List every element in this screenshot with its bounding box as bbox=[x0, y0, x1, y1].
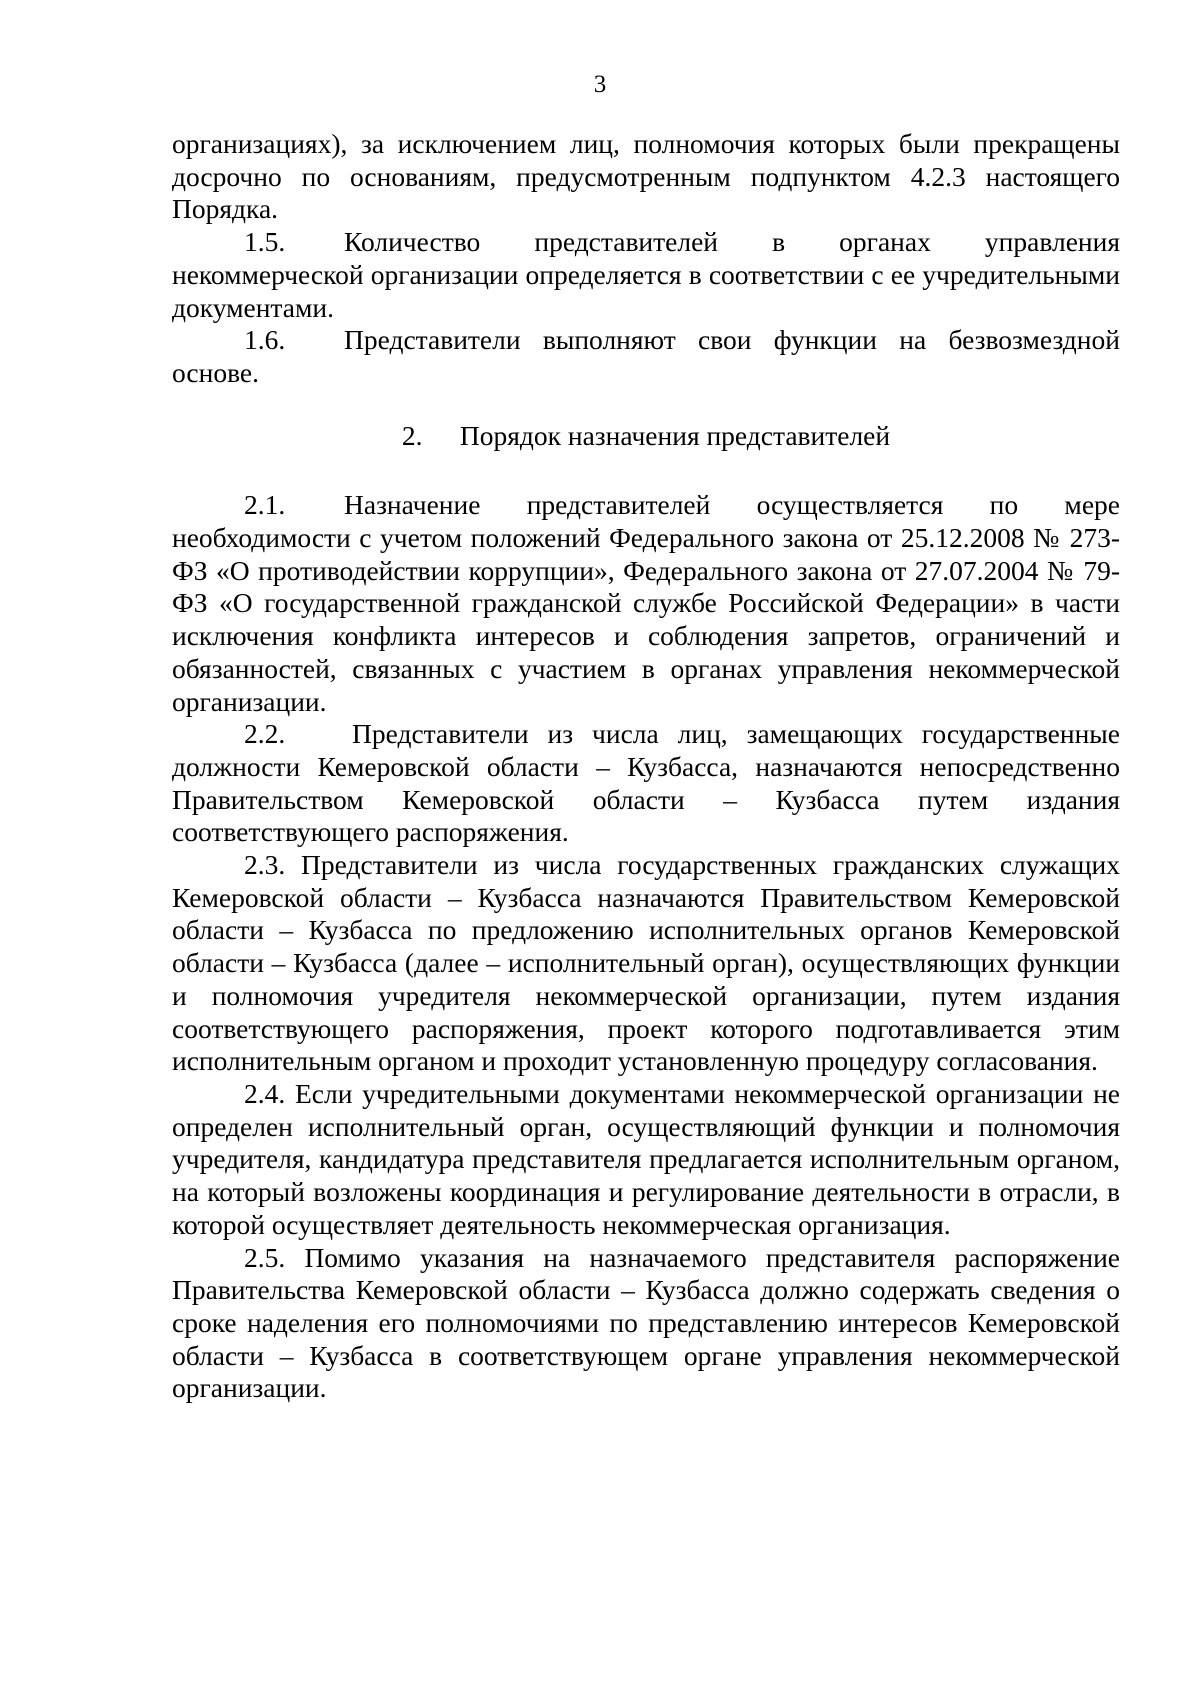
section-title: Порядок назначения представителей bbox=[459, 419, 891, 451]
paragraph-text: Представители из числа лиц, замещающих государственные должности Кемеровской области – Кузбасса, назначаются непосредственно Правительством Кемеровской области – Кузбасса путем издания соответствующего распоряжения. bbox=[172, 718, 1120, 848]
paragraph-1-5 bbox=[172, 226, 1120, 324]
paragraph-number: 2.2. bbox=[244, 718, 286, 750]
section-heading bbox=[172, 420, 1120, 453]
section-number: 2. bbox=[401, 419, 423, 451]
paragraph-1-6 bbox=[172, 324, 1120, 389]
paragraph-number: 1.6. bbox=[244, 324, 286, 356]
paragraph-2-1 bbox=[172, 489, 1120, 718]
paragraph-2-3: 2.3. Представители из числа государственных гражданских служащих Кемеровской области – Кузбасса назначаются Правительством Кемеровской области – Кузбасса по предложению исполнительных органов Кемеровской области – Кузбасса (далее – исполнительный орган), осуществляющих функции и полномочия учредителя некоммерческой организации, путем издания соответствующего распоряжения, проект которого подготавливается этим исполнительным органом и проходит установленную процедуру согласования. bbox=[172, 849, 1120, 1077]
document-body bbox=[172, 128, 1120, 1405]
paragraph-text: Назначение представителей осуществляется по мере необходимости с учетом положений Федерального закона от 25.12.2008 № 273-ФЗ «О противодействии коррупции», Федерального закона от 27.07.2004 № 79-ФЗ «О государственной гражданской службе Российской Федерации» в части исключения конфликта интересов и соблюдения запретов, ограничений и обязанностей, связанных с участием в органах управления некоммерческой организации. bbox=[172, 489, 1120, 717]
paragraph-number: 1.5. bbox=[244, 226, 286, 258]
paragraph-2-2 bbox=[172, 718, 1120, 849]
paragraph-2-5: 2.5. Помимо указания на назначаемого представителя распоряжение Правительства Кемеровской области – Кузбасса должно содержать сведения о сроке наделения его полномочиями по представлению интересов Кемеровской области – Кузбасса в соответствующем органе управления некоммерческой организации. bbox=[172, 1241, 1120, 1404]
paragraph-text: Представители выполняют свои функции на безвозмездной основе. bbox=[172, 324, 1120, 388]
paragraph-2-4: 2.4. Если учредительными документами некоммерческой организации не определен исполнительный орган, осуществляющий функции и полномочия учредителя, кандидатура представителя предлагается исполнительным органом, на который возложены координация и регулирование деятельности в отрасли, в которой осуществляет деятельность некоммерческая организация. bbox=[172, 1077, 1120, 1240]
page-number: 3 bbox=[593, 71, 607, 98]
paragraph-text: Количество представителей в органах управления некоммерческой организации определяется в соответствии с ее учредительными документами. bbox=[172, 226, 1120, 323]
paragraph-number: 2.1. bbox=[244, 489, 286, 521]
paragraph-continuation: организациях), за исключением лиц, полномочия которых были прекращены досрочно по основаниям, предусмотренным подпунктом 4.2.3 настоящего Порядка. bbox=[172, 128, 1120, 225]
